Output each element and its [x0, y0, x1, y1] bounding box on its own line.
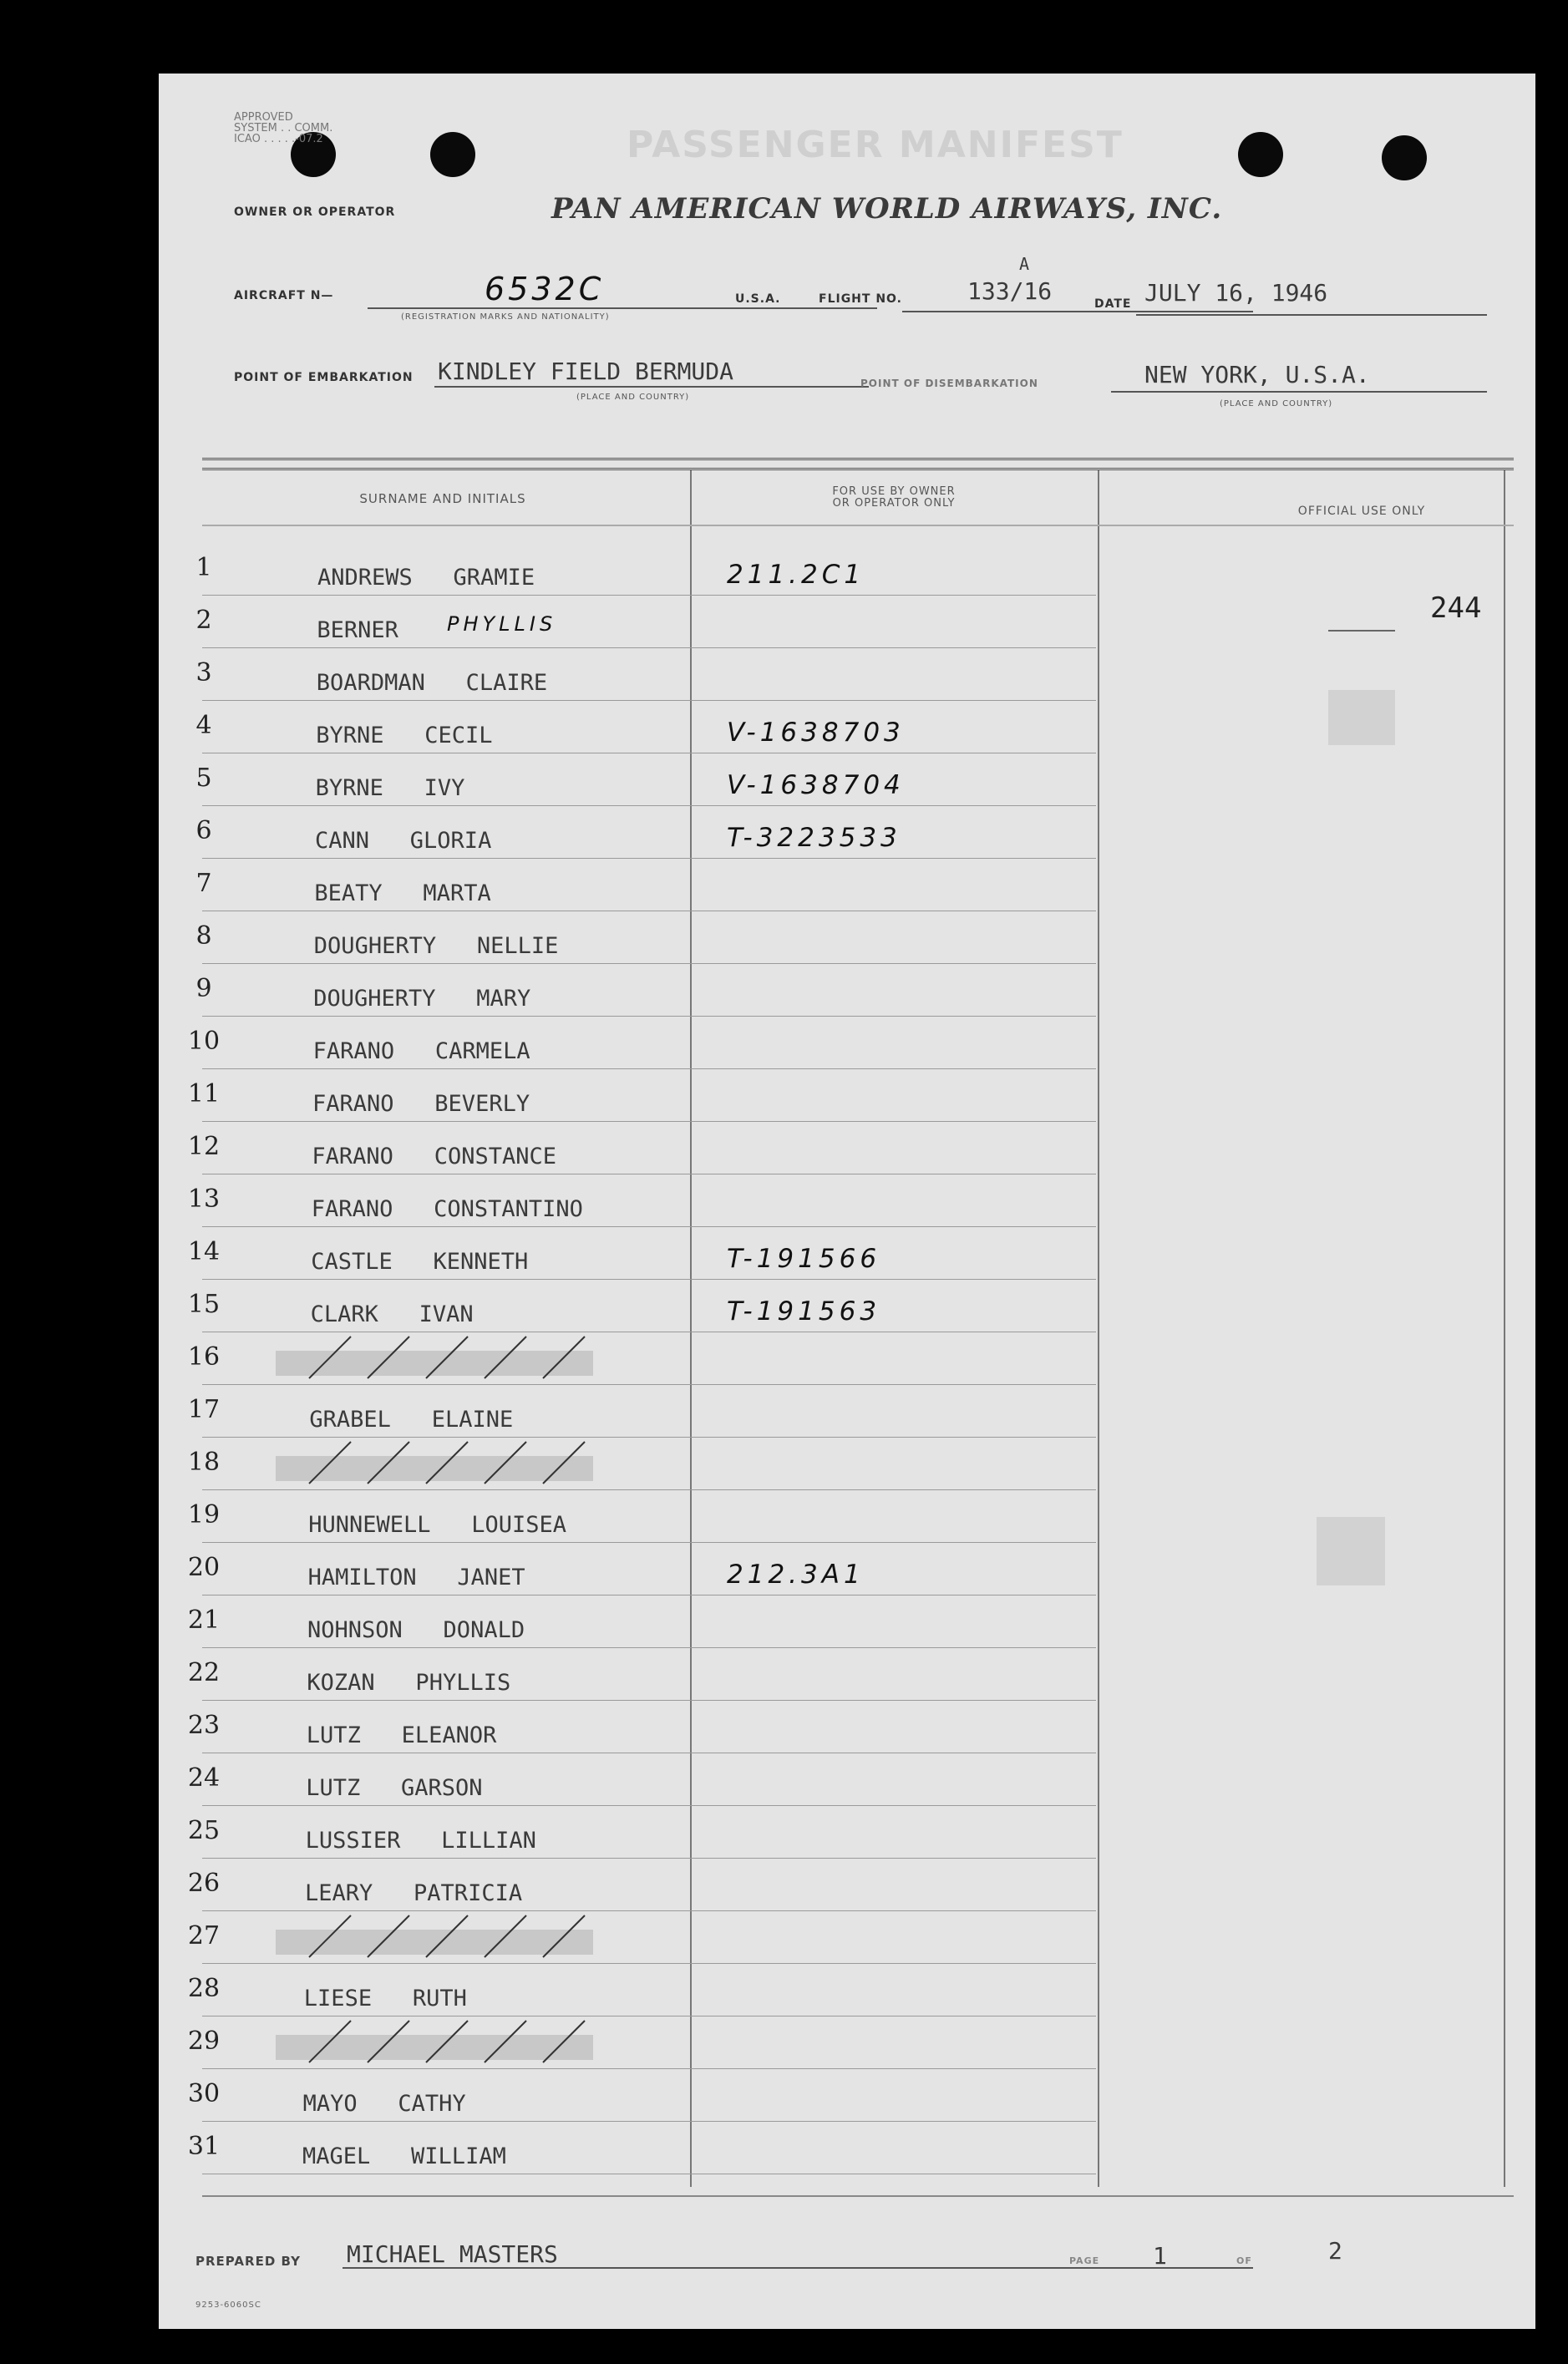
struck-out-row [259, 1911, 693, 1961]
row-rule [202, 963, 1096, 964]
passenger-name: CLARK IVAN [310, 1301, 474, 1327]
passenger-name: FARANO CARMELA [312, 1038, 530, 1064]
operator-note: V-1638703 [727, 718, 905, 748]
passenger-name: LIESE RUTH [303, 1986, 467, 2011]
passenger-name: ANDREWS GRAMIE [317, 565, 535, 591]
date-label: DATE [1094, 297, 1132, 311]
row-rule [202, 1489, 1096, 1490]
passenger-name: HAMILTON JANET [307, 1565, 525, 1590]
row-number: 7 [195, 869, 212, 898]
page-number: 1 [1153, 2242, 1167, 2270]
row-number: 8 [195, 921, 212, 951]
company-name: PAN AMERICAN WORLD AIRWAYS, INC. [551, 192, 1223, 226]
flight-date: JULY 16, 1946 [1144, 279, 1328, 307]
row-number: 20 [187, 1553, 221, 1582]
passenger-name: BYRNE CECIL [316, 723, 493, 748]
table-top-rule [202, 468, 1514, 470]
row-number: 4 [195, 711, 212, 740]
row-number: 2 [195, 606, 212, 635]
flight-mark: A [1019, 254, 1030, 274]
passenger-name: BEATY MARTA [314, 880, 491, 906]
column-header-official: OFFICIAL USE ONLY [1297, 505, 1426, 518]
column-header-name: SURNAME AND INITIALS [359, 491, 526, 506]
passenger-name: GRABEL ELAINE [309, 1407, 514, 1433]
owner-label: OWNER OR OPERATOR [234, 205, 396, 219]
operator-note: T-191566 [727, 1244, 881, 1274]
passenger-name: HUNNEWELL LOUISEA [308, 1512, 567, 1538]
flight-number: 133/16 [967, 277, 1053, 305]
row-number: 22 [187, 1658, 221, 1687]
struck-out-row [259, 2017, 693, 2067]
row-rule [202, 1226, 1096, 1227]
of-label: OF [1236, 2255, 1252, 2266]
row-number: 19 [187, 1500, 221, 1529]
row-number: 14 [187, 1237, 221, 1266]
table-bottom-rule [202, 2195, 1514, 2197]
prepared-by-label: PREPARED BY [195, 2254, 301, 2269]
passenger-name: MAGEL WILLIAM [302, 2143, 506, 2169]
passenger-name: LEARY PATRICIA [305, 1880, 523, 1906]
form-number: 9253-6060SC [195, 2301, 261, 2310]
passenger-name: BYRNE IVY [315, 775, 465, 801]
row-number: 29 [187, 2027, 221, 2056]
operator-note: T-191563 [727, 1296, 881, 1327]
row-number: 6 [195, 816, 212, 845]
row-number: 15 [187, 1290, 221, 1319]
row-rule [202, 1384, 1096, 1385]
row-rule [202, 1805, 1096, 1806]
row-number: 31 [187, 2132, 221, 2161]
date-line [1136, 314, 1487, 316]
row-number: 17 [187, 1395, 221, 1424]
aircraft-label: AIRCRAFT N— [234, 289, 334, 302]
row-number: 24 [187, 1763, 221, 1793]
passenger-name: NOHNSON DONALD [307, 1617, 525, 1643]
table-top-rule [202, 458, 1514, 460]
operator-note: V-1638704 [727, 770, 905, 800]
passenger-name: FARANO BEVERLY [312, 1091, 530, 1117]
column-header-owner: FOR USE BY OWNER OR OPERATOR ONLY [832, 485, 956, 510]
row-number: 27 [187, 1921, 221, 1951]
row-number: 30 [187, 2079, 221, 2108]
row-rule [202, 805, 1096, 806]
passenger-name: DOUGHERTY MARY [313, 986, 531, 1012]
passenger-name: LUTZ GARSON [306, 1775, 483, 1801]
header-rule [202, 525, 1514, 526]
disembark-label: POINT OF DISEMBARKATION [860, 378, 1038, 389]
row-number: 25 [187, 1816, 221, 1845]
embark-place-note: (PLACE AND COUNTRY) [576, 393, 690, 402]
row-number: 11 [187, 1079, 221, 1108]
embark-place: KINDLEY FIELD BERMUDA [438, 358, 734, 385]
row-number: 18 [187, 1448, 221, 1477]
passenger-name: LUTZ ELEANOR [306, 1722, 497, 1748]
approval-stamp: APPROVED SYSTEM . . COMM. ICAO . . . . .-07.2 [234, 111, 333, 145]
row-number: 28 [187, 1974, 221, 2003]
prepared-by-name: MICHAEL MASTERS [347, 2240, 558, 2268]
row-rule [202, 700, 1096, 701]
row-number: 1 [195, 553, 212, 582]
row-number: 12 [187, 1132, 221, 1161]
row-rule [202, 1016, 1096, 1017]
passenger-given-name-handwritten: PHYLLIS [447, 612, 557, 636]
usa-label: U.S.A. [735, 292, 781, 306]
row-rule [202, 1068, 1096, 1069]
struck-out-row [259, 1332, 693, 1382]
passenger-name: MAYO CATHY [302, 2091, 466, 2117]
row-rule [202, 1963, 1096, 1964]
embark-label: POINT OF EMBARKATION [234, 371, 414, 384]
passenger-name: CANN GLORIA [315, 828, 492, 854]
punch-hole [1382, 135, 1427, 180]
row-number: 16 [187, 1342, 221, 1372]
row-rule [202, 647, 1096, 648]
struck-out-row [259, 1438, 693, 1488]
flight-label: FLIGHT NO. [819, 292, 902, 306]
disembark-place: NEW YORK, U.S.A. [1144, 361, 1370, 388]
disembark-line [1111, 391, 1487, 393]
row-rule [202, 1279, 1096, 1280]
passenger-name: FARANO CONSTANCE [312, 1144, 556, 1169]
column-divider [1098, 470, 1099, 2187]
row-number: 26 [187, 1869, 221, 1898]
passenger-name: LUSSIER LILLIAN [305, 1828, 536, 1854]
operator-note: 212.3A1 [727, 1560, 865, 1590]
column-divider [1504, 470, 1505, 2187]
passenger-name: BOARDMAN CLAIRE [316, 670, 548, 696]
operator-note: T-3223533 [727, 823, 901, 853]
official-number: 244 [1430, 591, 1482, 625]
row-rule [202, 1121, 1096, 1122]
manifest-sheet [159, 74, 1535, 2329]
page-total: 2 [1328, 2237, 1342, 2265]
official-mark [1328, 630, 1395, 632]
aircraft-number: 6532C [485, 271, 605, 307]
faded-stamp [1328, 690, 1395, 745]
passenger-name: BERNER [317, 617, 398, 643]
row-number: 5 [195, 763, 212, 793]
row-rule [202, 595, 1096, 596]
row-rule [202, 1700, 1096, 1701]
row-number: 13 [187, 1185, 221, 1214]
row-rule [202, 858, 1096, 859]
operator-note: 211.2C1 [727, 560, 865, 590]
form-title: PASSENGER MANIFEST [627, 124, 1124, 166]
aircraft-line [368, 307, 877, 309]
page-label: PAGE [1069, 2255, 1100, 2266]
passenger-name: CASTLE KENNETH [311, 1249, 529, 1275]
row-number: 9 [195, 974, 212, 1003]
punch-hole [430, 132, 475, 177]
row-rule [202, 1647, 1096, 1648]
passenger-name: FARANO CONSTANTINO [311, 1196, 583, 1222]
row-number: 23 [187, 1711, 221, 1740]
flight-line [902, 311, 1253, 312]
row-rule [202, 2068, 1096, 2069]
punch-hole [1238, 132, 1283, 177]
row-number: 3 [195, 658, 212, 687]
row-rule [202, 2121, 1096, 2122]
row-number: 21 [187, 1606, 221, 1635]
row-number: 10 [187, 1027, 221, 1056]
row-rule [202, 1542, 1096, 1543]
faded-stamp [1317, 1517, 1385, 1585]
registration-note: (REGISTRATION MARKS AND NATIONALITY) [401, 312, 610, 322]
passenger-name: DOUGHERTY NELLIE [313, 933, 559, 959]
embark-line [434, 386, 869, 388]
disembark-place-note: (PLACE AND COUNTRY) [1220, 399, 1333, 408]
row-rule [202, 1858, 1096, 1859]
passenger-name: KOZAN PHYLLIS [307, 1670, 511, 1696]
